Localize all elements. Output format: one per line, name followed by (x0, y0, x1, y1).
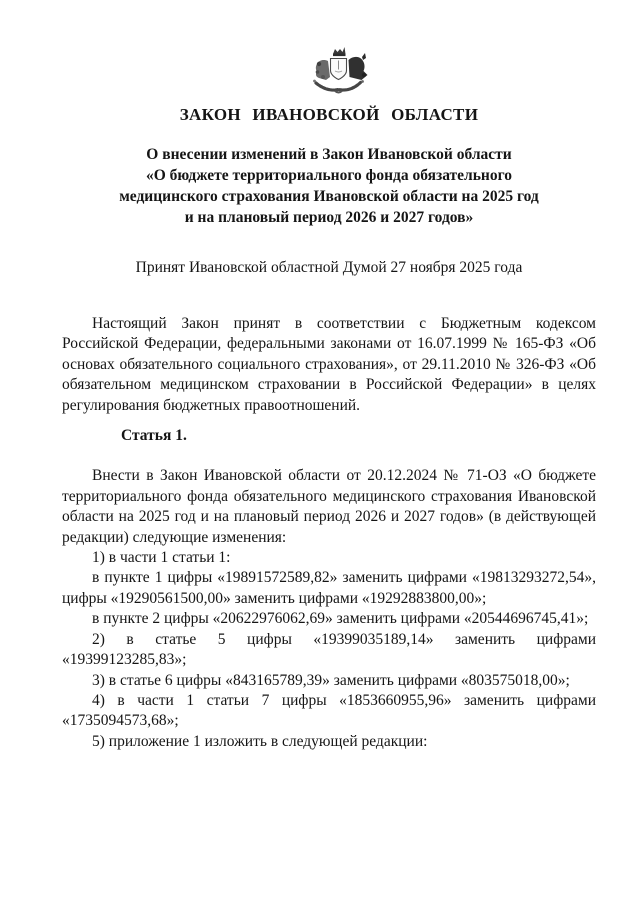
coat-of-arms-icon (304, 47, 372, 95)
document-title: ЗАКОН ИВАНОВСКОЙ ОБЛАСТИ (179, 105, 479, 124)
article-1-intro: Внести в Закон Ивановской области от 20.12.2024 № 71-ОЗ «О бюджете территориального фонда обязательного медицинского страхования Ивановской области на 2025 год и на плановый период 2026 и 2027 годов» (в действующей редакции) следующие изменения: (62, 467, 596, 546)
document-content (62, 0, 596, 752)
adoption-line: Принят Ивановской областной Думой 27 ноября 2025 года (135, 259, 523, 276)
article-1-heading: Статья 1. (121, 427, 187, 445)
document-subtitle (62, 144, 596, 228)
amendment-item: 3) в статье 6 цифры «843165789,39» заменить цифрами «803575018,00»; (92, 671, 570, 689)
subtitle-line: и на плановый период 2026 и 2027 годов» (184, 209, 474, 226)
amendment-item: 5) приложение 1 изложить в следующей редакции: (92, 732, 428, 750)
subtitle-line: медицинского страхования Ивановской области на 2025 год (119, 188, 539, 205)
amendment-item: 2) в статье 5 цифры «19399035189,14» заменить цифрами «19399123285,83»; (62, 630, 596, 669)
amendment-item: в пункте 1 цифры «19891572589,82» заменить цифрами «19813293272,54», цифры «19290561500,00» заменить цифрами «19292883800,00»; (62, 569, 596, 607)
amendment-item: 1) в части 1 статьи 1: (92, 549, 231, 567)
amendment-item: в пункте 2 цифры «20622976062,69» заменить цифрами «20544696745,41»; (92, 610, 589, 628)
subtitle-line: «О бюджете территориального фонда обязательного (145, 167, 513, 184)
amendment-item: 4) в части 1 статьи 7 цифры «1853660955,96» заменить цифрами «1735094573,68»; (62, 691, 596, 730)
subtitle-line: О внесении изменений в Закон Ивановской области (146, 146, 512, 163)
emblem-container (62, 0, 596, 95)
intro-paragraph: Настоящий Закон принят в соответствии с Бюджетным кодексом Российской Федерации, федеральными законами от 16.07.1999 № 165-ФЗ «Об основах обязательного социального страхования», от 29.11.2010 № 326-ФЗ «Об обязательном медицинском страховании в Российской Федерации» в целях регулирования бюджетных правоотношений. (62, 315, 596, 414)
